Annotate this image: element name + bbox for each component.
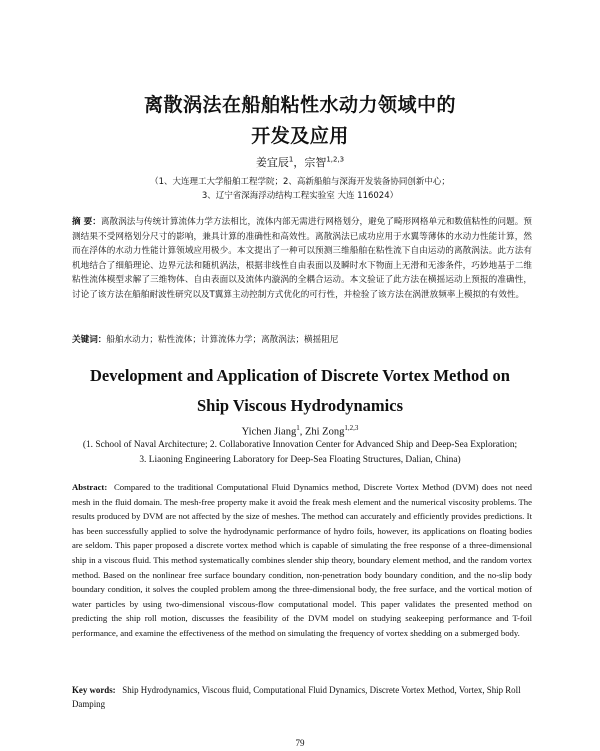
english-author-1-affiliation: 1 <box>296 424 300 432</box>
english-author-1: Yichen Jiang <box>241 426 297 438</box>
chinese-affiliation-line-1: （1、大连理工大学船舶工程学院；2、高新船舶与深海开发装备协同创新中心； <box>150 177 450 187</box>
english-author-separator: , <box>299 426 305 438</box>
chinese-title-line-2: 开发及应用 <box>251 125 349 147</box>
english-abstract <box>72 480 532 641</box>
english-author-2-affiliation: 1,2,3 <box>344 424 359 432</box>
english-affiliation-line-2: 3. Liaoning Engineering Laboratory for Deep-Sea Floating Structures, Dalian, China) <box>139 455 461 465</box>
chinese-author-2: 宗智 <box>304 156 327 169</box>
chinese-author-1-affiliation: 1 <box>288 155 294 164</box>
page-number: 79 <box>295 738 305 748</box>
english-title-line-2: Ship Viscous Hydrodynamics <box>196 396 403 415</box>
chinese-keywords-text: 船舶水动力；粘性流体；计算流体力学；离散涡法；横摇阻尼 <box>106 335 339 345</box>
chinese-affiliation-line-2: 3、辽宁省深海浮动结构工程实验室 大连 116024） <box>201 191 399 201</box>
chinese-abstract <box>72 215 532 303</box>
english-abstract-label: Abstract: <box>72 482 108 492</box>
english-title-line-1: Development and Application of Discrete Vortex Method on <box>90 366 510 385</box>
english-keywords <box>72 683 532 711</box>
chinese-keywords-label: 关键词： <box>72 335 107 345</box>
chinese-abstract-label: 摘 要： <box>72 217 101 227</box>
chinese-author-1: 姜宜辰 <box>255 156 289 169</box>
english-affiliation-line-1: (1. School of Naval Architecture; 2. Collaborative Innovation Center for Advanced Ship and Deep-Sea Exploration; <box>82 440 518 450</box>
english-keywords-text: Ship Hydrodynamics, Viscous fluid, Computational Fluid Dynamics, Discrete Vortex Method, Vortex, Ship Roll Damping <box>72 685 521 710</box>
english-abstract-text: Compared to the traditional Computational Fluid Dynamics method, Discrete Vortex Method (DVM) does not need mesh in the fluid domain. The mesh-free property make it avoid the freak mesh element and the numerical viscosity problems. The results produced by DVM are not affected by the size of meshes. The method can accurately and efficiently provides predictions. It has been successfully applied to solve the hydrodynamic performance of hydro foils, however, its applications on floating bodies are seldom. This paper proposed a discrete vortex method which is capable of simulating the free response of a three-dimensional ship in a viscous fluid. This method systematically combines slender ship theory, boundary element method, and the random vortex method. Based on the nonlinear free surface boundary condition, non-penetration body boundary condition, and the no-slip body boundary condition, it solves the coupled problem among the three-dimensional body, the free surface, and the vortical motion of water particles by using two-dimensional viscous-flow computational model. This paper validates the presented method on predicting the ship roll motion, discusses the feasibility of the DVM model on studying seakeeping performance and T-foil performance, and examine the effectiveness of the method on simulating the frequency of vortex shedding on a submerged body. <box>72 482 533 638</box>
chinese-authors <box>0 154 600 170</box>
english-authors <box>0 424 600 438</box>
chinese-title-line-1: 离散涡法在船舶粘性水动力领域中的 <box>143 94 456 116</box>
chinese-keywords <box>72 333 532 345</box>
chinese-author-2-affiliation: 1,2,3 <box>326 155 345 164</box>
chinese-abstract-text: 离散涡法与传统计算流体力学方法相比，流体内部无需进行网格划分，避免了畸形网格单元和数值粘性的问题。预测结果不受网格划分尺寸的影响，兼具计算的准确性和高效性。离散涡法已成功应用于水翼等薄体的水动力性能计算，然而在浮体的水动力性能计算领域应用极少。本文提出了一种可以预测三维船舶在粘性流下自由运动的离散涡法。此方法有机地结合了细船理论、边界元法和随机涡法，根据非线性自由表面以及瞬时水下物面上无滑和无渗条件，巧妙地基于二维粘性流体模型求解了三维物体、自由表面以及流体内漩涡的全耦合运动。本文验证了此方法在横摇运动上预报的准确性，讨论了该方法在船舶耐波性研究以及T翼算主动控制方式优化的可行性，并检验了该方法在涡泄放频率上模拟的有效性。 <box>72 217 532 300</box>
english-author-2: Zhi Zong <box>304 426 345 438</box>
chinese-author-separator: ， <box>293 156 305 169</box>
english-keywords-label: Key words: <box>72 685 116 695</box>
